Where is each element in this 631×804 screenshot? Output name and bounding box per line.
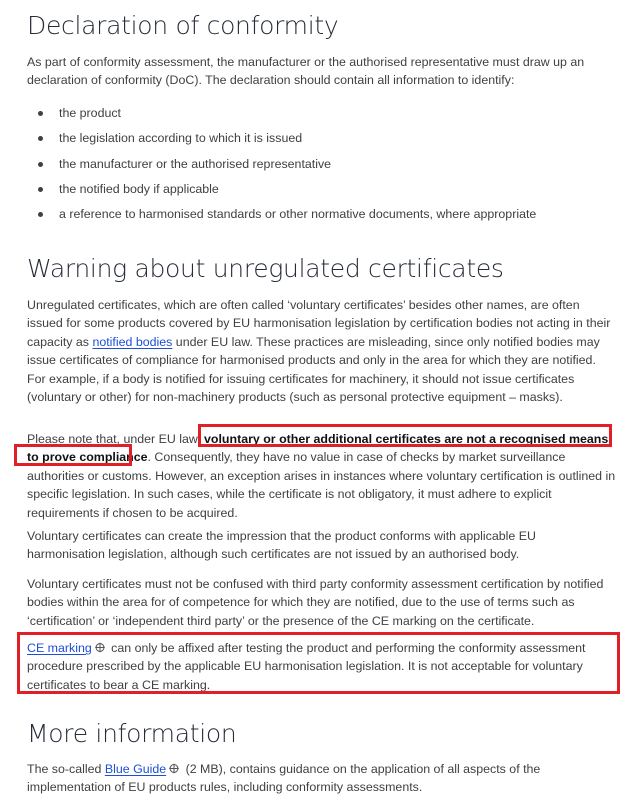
warning-paragraph-2 <box>27 430 617 522</box>
list-item: the manufacturer or the authorised representative <box>27 155 536 180</box>
list-item: the notified body if applicable <box>27 180 536 205</box>
list-item: the product <box>27 104 536 129</box>
external-link-icon <box>94 642 106 653</box>
warning-paragraph-4: Voluntary certificates must not be confused with third party conformity assessment certification by notified bodies within the area for of competence for which they are notified, due to the use of terms such as ‘certification’ or ‘independent third party’ or the presence of the CE marking on the certificate. <box>27 577 604 628</box>
more-info-paragraph <box>27 760 617 797</box>
warning-paragraph-5 <box>27 639 617 694</box>
warning-paragraph-3: Voluntary certificates can create the impression that the product conforms with applicable EU harmonisation legislation, although such certificates are not issued by an authorised body. <box>27 529 536 562</box>
external-link-icon <box>168 763 180 774</box>
text: (2 MB), contains guidance on the application of all aspects of the implementation of EU products rules, including conformity assessments. <box>27 762 541 795</box>
heading-more-information: More information <box>27 719 237 748</box>
text: under EU law. These practices are misleading, since only notified bodies may issue certificates of compliance for harmonised products and only in the area for which they are notified. For example, if a body is notified for issuing certificates for machinery, it should not issue certificates (voluntary or other) for non-machinery products (such as personal protective equipment – masks). <box>27 334 600 405</box>
doc-requirements-list <box>27 104 536 230</box>
highlighted-bold-text: prove compliance <box>42 450 148 465</box>
notified-bodies-link[interactable]: notified bodies <box>92 334 173 349</box>
ce-marking-link[interactable]: CE marking <box>27 641 92 655</box>
heading-declaration-of-conformity: Declaration of conformity <box>27 11 339 40</box>
warning-paragraph-1 <box>27 296 617 406</box>
text: Unregulated certificates, which are often called ‘voluntary certificates’ besides other names, are often issued for some products covered by EU harmonisation legislation by certification bodies not acting in their capacity as <box>27 298 611 349</box>
heading-warning-unregulated-certificates: Warning about unregulated certificates <box>27 254 504 283</box>
blue-guide-link[interactable]: Blue Guide <box>104 762 167 776</box>
list-item: the legislation according to which it is issued <box>27 129 536 154</box>
highlighted-bold-text: voluntary or other additional certificates are not a recognised means to <box>27 432 609 465</box>
text: Please note that, under EU law, <box>27 432 205 446</box>
list-item: a reference to harmonised standards or other normative documents, where appropriate <box>27 205 536 230</box>
text: The so-called <box>27 762 105 776</box>
text: . Consequently, they have no value in case of checks by market surveillance authorities or customs. However, an exception arises in instances where voluntary certification is outlined in specific legislation. In such cases, while the certificate is not obligatory, it must adhere to explicit requirements if chosen to be acquired. <box>27 450 616 520</box>
doc-intro-paragraph: As part of conformity assessment, the manufacturer or the authorised representative must draw up an declaration of conformity (DoC). The declaration should contain all information to identify: <box>27 55 585 88</box>
text: can only be affixed after testing the product and performing the conformity assessment procedure prescribed by the applicable EU harmonisation legislation. It is not acceptable for voluntary certificates to bear a CE marking. <box>27 641 586 692</box>
